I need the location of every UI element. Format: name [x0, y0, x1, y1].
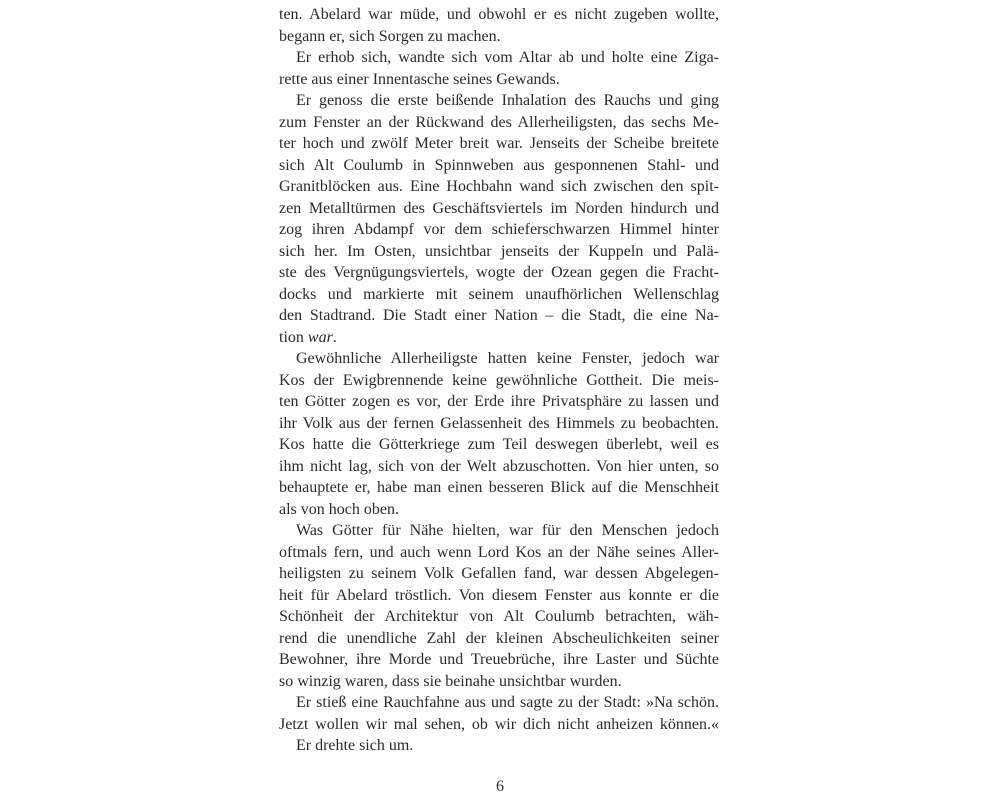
text-fragment: tion [279, 328, 308, 346]
text-line: rend die unendliche Zahl der kleinen Abscheulichkeiten seiner [279, 629, 719, 647]
text-line: Kos der Ewigbrennende keine gewöhnliche Gottheit. Die meis- [279, 371, 719, 389]
text-line [279, 327, 719, 349]
text-line: ten. Abelard war müde, und obwohl er es nicht zugeben wollte, [279, 6, 719, 23]
text-line: ter hoch und zwölf Meter breit war. Jenseits der Scheibe breitete [279, 135, 719, 152]
text-line: ste des Vergnügungsviertels, wogte der Ozean gegen die Fracht- [279, 264, 719, 281]
text-line: als von hoch oben. [279, 500, 399, 518]
text-line: zum Fenster an der Rückwand des Allerheiligsten, das sechs Me- [279, 113, 719, 131]
text-line: rette aus einer Innentasche seines Gewands. [279, 70, 560, 88]
text-line: ten Götter zogen es vor, der Erde ihre Privatsphäre zu lassen und [279, 393, 719, 410]
text-line: Er drehte sich um. [296, 737, 414, 754]
text-line: sich her. Im Osten, unsichtbar jenseits der Kuppeln und Palä- [279, 242, 719, 260]
text-line: ihr Volk aus der fernen Gelassenheit des Himmels zu beobachten. [279, 414, 719, 432]
text-line: oftmals fern, und auch wenn Lord Kos an der Nähe seines Aller- [279, 543, 719, 561]
text-line: zen Metalltürmen des Geschäftsviertels im Norden hindurch und [279, 199, 719, 217]
text-line: Jetzt wollen wir mal sehen, ob wir dich nicht anheizen können.« [279, 715, 719, 733]
text-line: Er genoss die erste beißende Inhalation des Rauchs und ging [296, 92, 719, 109]
text-line: Er stieß eine Rauchfahne aus und sagte zu der Stadt: »Na schön. [296, 694, 719, 711]
body-text [279, 4, 719, 757]
text-line: Was Götter für Nähe hielten, war für den Menschen jedoch [296, 522, 719, 539]
text-line: Granitblöcken aus. Eine Hochbahn wand sich zwischen den spit- [279, 178, 719, 195]
text-line: heit für Abelard tröstlich. Von diesem Fenster aus konnte er die [279, 586, 719, 604]
text-line: docks und markierte mit seinem unaufhörlichen Wellenschlag [279, 285, 719, 303]
text-line: Bewohner, ihre Morde und Treuebrüche, ihre Laster und Süchte [279, 651, 719, 668]
text-line: Gewöhnliche Allerheiligste hatten keine Fenster, jedoch war [296, 350, 719, 367]
text-line: Schönheit der Architektur von Alt Coulumb betrachten, wäh- [279, 608, 719, 625]
text-line: behauptete er, habe man einen besseren Blick auf die Menschheit [279, 479, 719, 496]
text-line: zog ihren Abdampf vor dem schieferschwarzen Himmel hinter [279, 221, 719, 238]
text-line: Kos hatte die Götterkriege zum Teil deswegen überlebt, weil es [279, 436, 719, 453]
text-line: ihm nicht lag, sich von der Welt abzuschotten. Von hier unten, so [279, 457, 719, 475]
text-line: Er erhob sich, wandte sich vom Altar ab und holte eine Ziga- [296, 49, 719, 66]
text-fragment: . [332, 328, 337, 346]
text-line: sich Alt Coulumb in Spinnweben aus gesponnenen Stahl- und [279, 156, 719, 174]
text-line: heiligsten zu seinem Volk Gefallen fand, war dessen Abgelegen- [279, 565, 719, 582]
page-number: 6 [496, 778, 504, 795]
text-line: den Stadtrand. Die Stadt einer Nation – die Stadt, die eine Na- [279, 307, 719, 324]
text-line: so winzig waren, dass sie beinahe unsichtbar wurden. [279, 672, 622, 690]
emphasized-word: war [307, 328, 333, 346]
text-line: begann er, sich Sorgen zu machen. [279, 27, 501, 45]
